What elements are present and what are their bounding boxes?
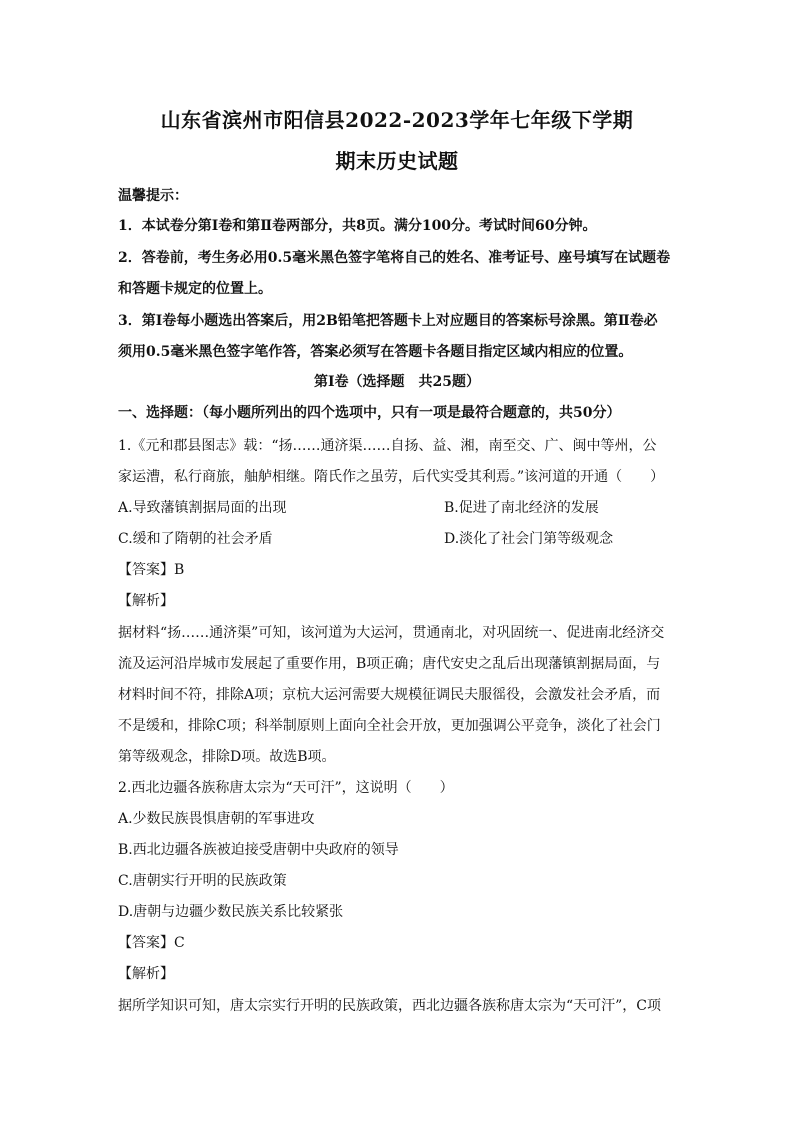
q2-analysis-line1: 据所学知识可知，唐太宗实行开明的民族政策，西北边疆各族称唐太宗为“天可汗”，C项 [118,998,662,1014]
q1-analysis-heading: 【解析】 [118,593,174,609]
section-title: 第Ⅰ卷（选择题 共25题） [313,374,481,390]
q2-answer: 【答案】C [118,935,185,951]
notice-item-1: 1．本试卷分第Ⅰ卷和第Ⅱ卷两部分，共8页。满分100分。考试时间60分钟。 [118,218,597,234]
q1-option-a: A.导致藩镇割据局面的出现 [118,500,287,516]
q2-option-a: A.少数民族畏惧唐朝的军事进攻 [118,811,315,827]
q2-option-b: B.西北边疆各族被迫接受唐朝中央政府的领导 [118,842,399,858]
notice-item-3-line2: 须用0.5毫米黑色签字笔作答，答案必须写在答题卡各题目指定区域内相应的位置。 [118,344,633,360]
exam-title-line1: 山东省滨州市阳信县2022-2023学年七年级下学期 [160,108,634,132]
notice-item-3-line1: 3．第Ⅰ卷每小题选出答案后，用2B铅笔把答题卡上对应题目的答案标号涂黑。第Ⅱ卷必 [118,313,658,329]
q1-option-b: B.促进了南北经济的发展 [444,500,599,516]
q2-option-d: D.唐朝与边疆少数民族关系比较紧张 [118,904,344,920]
q1-analysis-line3: 材料时间不符，排除A项；京杭大运河需要大规模征调民夫服徭役，会激发社会矛盾，而 [118,687,661,703]
q1-analysis-line5: 第等级观念，排除D项。故选B项。 [118,749,336,765]
notice-heading: 温馨提示： [118,188,188,204]
notice-item-2-line2: 和答题卡规定的位置上。 [118,281,272,297]
notice-item-2-line1: 2．答卷前，考生务必用0.5毫米黑色签字笔将自己的姓名、准考证号、座号填写在试题卷 [118,250,671,266]
q2-option-c: C.唐朝实行开明的民族政策 [118,873,287,889]
q1-option-d: D.淡化了社会门第等级观念 [444,531,614,547]
q1-option-c: C.缓和了隋朝的社会矛盾 [118,531,273,547]
q1-analysis-line4: 不是缓和，排除C项；科举制原则上面向全社会开放，更加强调公平竞争，淡化了社会门 [118,718,661,734]
exam-title-line2: 期末历史试题 [335,149,459,173]
q1-stem-line1: 1.《元和郡县图志》载：“扬……通济渠……自扬、益、湘，南至交、广、闽中等州，公 [118,438,657,454]
q2-analysis-heading: 【解析】 [118,966,174,982]
q1-answer: 【答案】B [118,562,185,578]
q2-stem: 2.西北边疆各族称唐太宗为“天可汗”，这说明（ ） [118,780,454,796]
q1-analysis-line2: 流及运河沿岸城市发展起了重要作用，B项正确；唐代安史之乱后出现藩镇割据局面，与 [118,656,661,672]
q1-stem-line2: 家运漕，私行商旅，舳舻相继。隋氏作之虽劳，后代实受其利焉。”该河道的开通（ ） [118,469,665,485]
part-heading: 一、选择题：（每小题所列出的四个选项中，只有一项是最符合题意的，共50分） [118,405,621,421]
q1-analysis-line1: 据材料“扬……通济渠”可知，该河道为大运河，贯通南北，对巩固统一、促进南北经济交 [118,625,665,641]
